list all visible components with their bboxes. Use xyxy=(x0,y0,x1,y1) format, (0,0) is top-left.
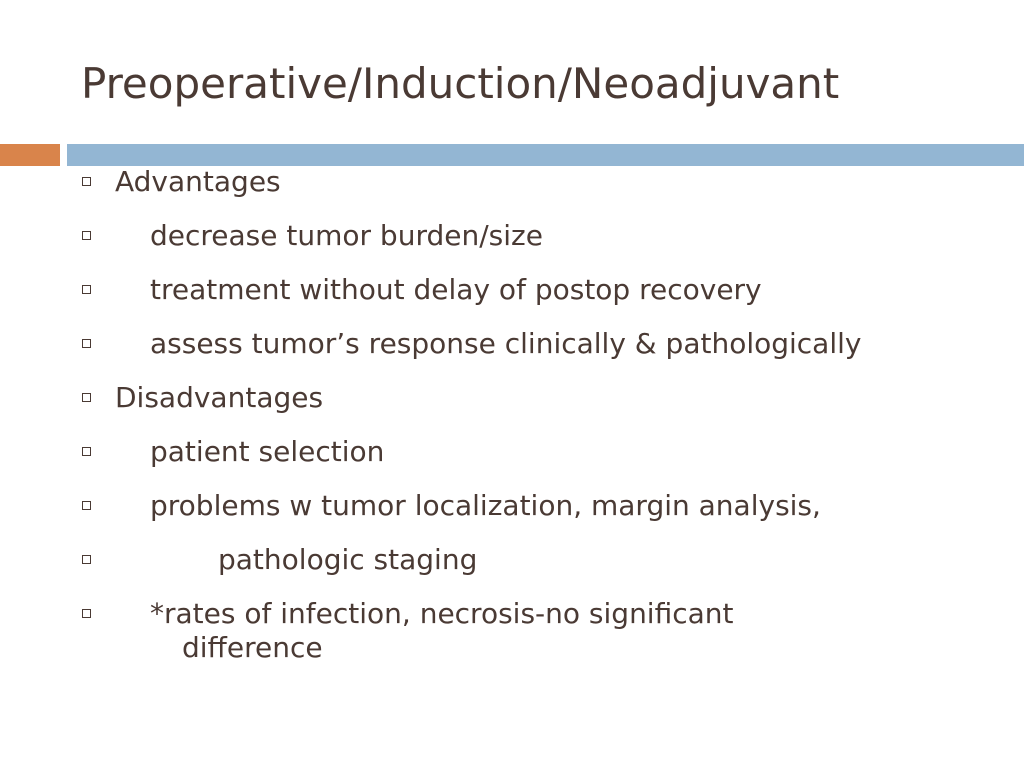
bullet-item xyxy=(82,322,1012,376)
square-bullet-icon xyxy=(82,609,91,618)
square-bullet-icon xyxy=(82,339,91,348)
accent-bar-orange xyxy=(0,144,60,166)
bullet-item xyxy=(82,268,1012,322)
square-bullet-icon xyxy=(82,555,91,564)
bullet-text: assess tumor’s response clinically & pathologically xyxy=(150,327,862,360)
square-bullet-icon xyxy=(82,231,91,240)
square-bullet-icon xyxy=(82,177,91,186)
bullet-item xyxy=(82,376,1012,430)
bullet-text-continuation: difference xyxy=(182,631,323,664)
bullet-item xyxy=(82,214,1012,268)
bullet-text: *rates of infection, necrosis-no significant xyxy=(150,597,734,630)
square-bullet-icon xyxy=(82,285,91,294)
square-bullet-icon xyxy=(82,393,91,402)
bullet-item xyxy=(82,538,1012,592)
bullet-item xyxy=(82,592,1012,670)
bullet-text: problems w tumor localization, margin analysis, xyxy=(150,489,821,522)
bullet-text: treatment without delay of postop recovery xyxy=(150,273,762,306)
bullet-text: Advantages xyxy=(115,165,281,198)
square-bullet-icon xyxy=(82,501,91,510)
bullet-text: decrease tumor burden/size xyxy=(150,219,543,252)
bullet-text: patient selection xyxy=(150,435,385,468)
slide-title: Preoperative/Induction/Neoadjuvant xyxy=(81,59,840,108)
square-bullet-icon xyxy=(82,447,91,456)
bullet-item xyxy=(82,484,1012,538)
bullet-text: pathologic staging xyxy=(218,543,478,576)
bullet-item xyxy=(82,430,1012,484)
bullet-list xyxy=(82,160,1012,670)
bullet-item xyxy=(82,160,1012,214)
bullet-text: Disadvantages xyxy=(115,381,324,414)
